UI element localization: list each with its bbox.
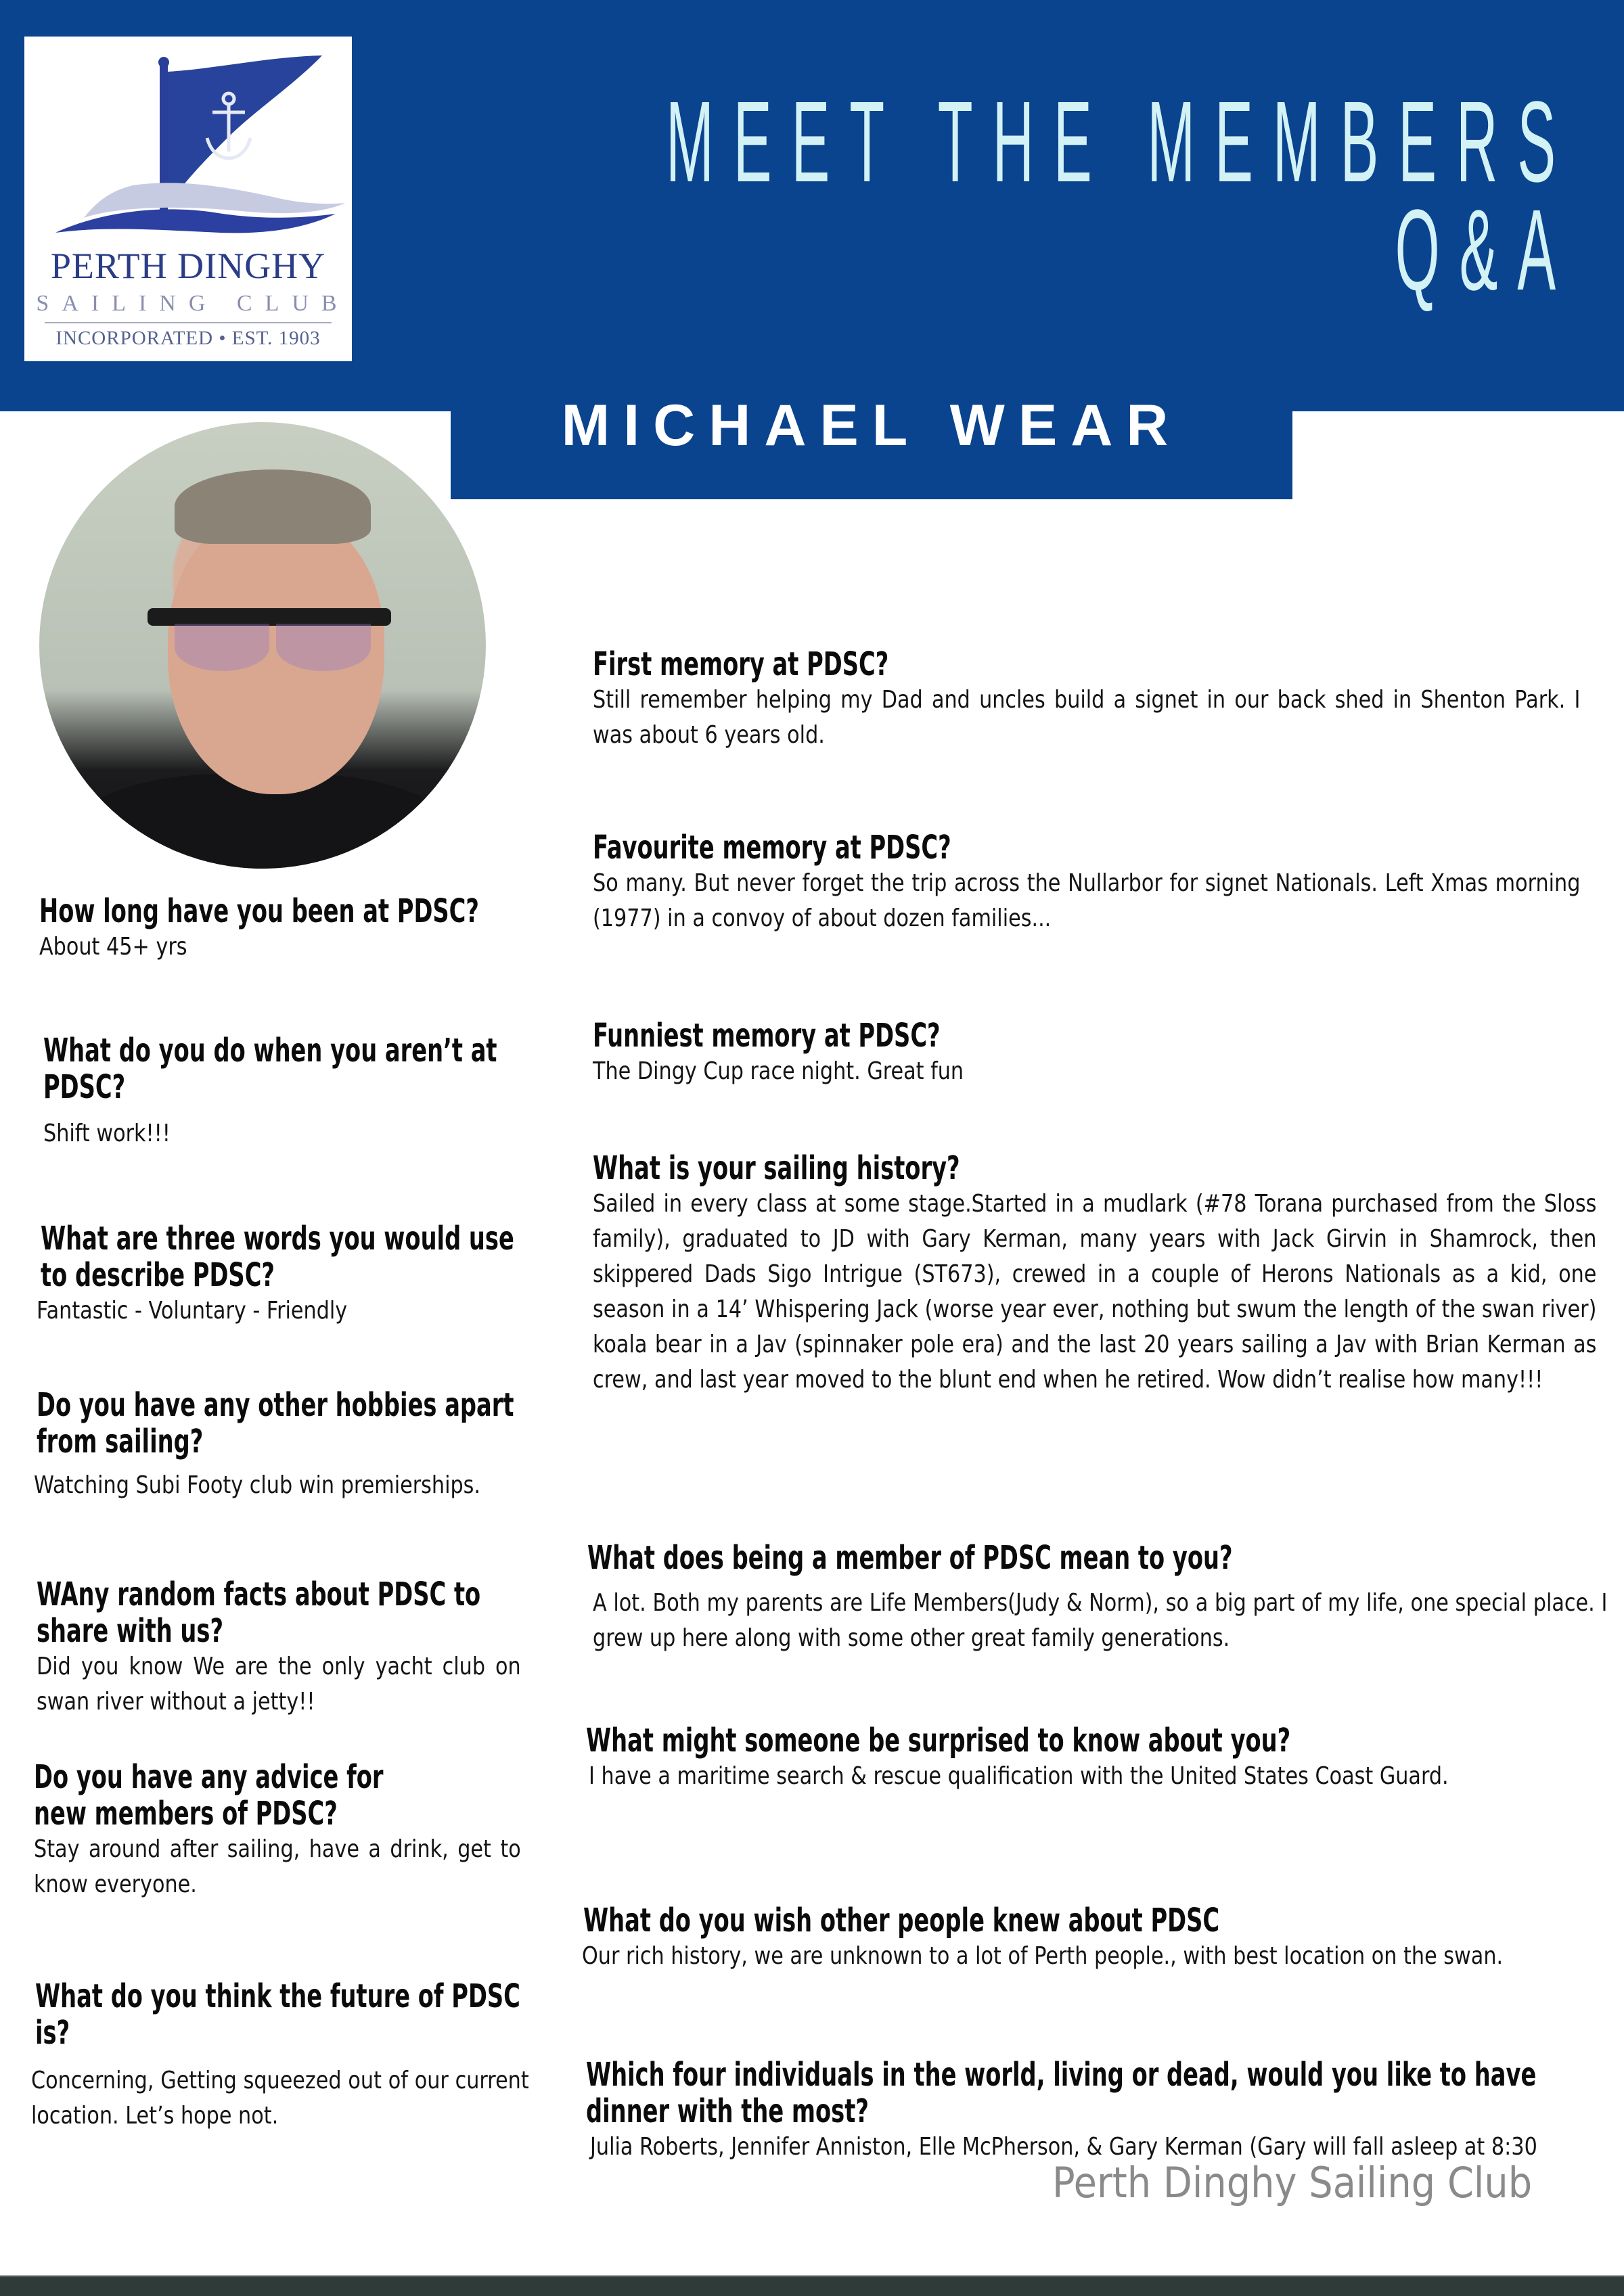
answer: I have a maritime search & rescue qualification with the United States Coast Guard. bbox=[589, 1762, 1449, 1790]
logo-tagline: INCORPORATED • EST. 1903 bbox=[55, 327, 321, 349]
qa-left-3 bbox=[37, 1220, 541, 1329]
question: Do you have any advice for new members of PDSC? bbox=[34, 1758, 384, 1833]
page-title bbox=[665, 78, 1575, 315]
logo-divider bbox=[45, 322, 332, 323]
answer: The Dingy Cup race night. Great fun bbox=[593, 1057, 964, 1085]
question: What do you think the future of PDSC is? bbox=[35, 1977, 520, 2052]
qa-left-6 bbox=[34, 1759, 521, 1902]
qa-right-5 bbox=[587, 1539, 1608, 1656]
portrait-lens-left bbox=[175, 624, 269, 671]
footer-bar bbox=[0, 2275, 1624, 2296]
question: Which four individuals in the world, living or dead, would you like to have dinner with the most? bbox=[586, 2056, 1537, 2130]
logo-name-line1: PERTH DINGHY bbox=[50, 246, 326, 286]
answer: Our rich history, we are unknown to a lot of Perth people., with best location on the swan. bbox=[582, 1942, 1504, 1970]
member-name-banner bbox=[451, 379, 1292, 499]
question: Do you have any other hobbies apart from sailing? bbox=[37, 1386, 514, 1461]
member-name: MICHAEL WEAR bbox=[561, 393, 1182, 458]
question: What do you wish other people knew about PDSC bbox=[583, 1902, 1220, 1939]
question: What might someone be surprised to know about you? bbox=[586, 1722, 1291, 1760]
qa-left-4 bbox=[34, 1386, 514, 1503]
answer: Sailed in every class at some stage.Started in a mudlark (#78 Torana purchased from the Sloss family), graduated to JD with Gary Kerman, many years with Jack Girvin in Shamrock, then skippered Dads Sigo Intrigue (ST673), crewed in a couple of Herons Nationals as a kid, one season in a 14’ Whispering Jack (worse year ever, nothing but swum the length of the swan river) koala bear in a Jav (spinnaker pole era) and the last 20 years sailing a Jav with Brian Kerman as crew, and last year moved to the blunt end when he retired. Wow didn’t realise how many!!! bbox=[593, 1190, 1597, 1394]
page-title-line1: MEET THE MEMBERS bbox=[665, 78, 1575, 206]
answer: A lot. Both my parents are Life Members(Judy & Norm), so a big part of my life, one special place. I grew up here along with some other great family generations. bbox=[593, 1589, 1608, 1652]
answer: Julia Roberts, Jennifer Anniston, Elle McPherson, & Gary Kerman (Gary will fall asleep at 8:30 bbox=[590, 2133, 1537, 2161]
qa-left-1 bbox=[39, 893, 513, 965]
logo-name-line2: SAILING CLUB bbox=[36, 291, 350, 316]
qa-left-2 bbox=[43, 1032, 517, 1151]
qa-right-7 bbox=[583, 1902, 1598, 1974]
qa-right-4 bbox=[593, 1150, 1597, 1398]
qa-left-5 bbox=[37, 1576, 521, 1720]
answer: Still remember helping my Dad and uncles build a signet in our back shed in Shenton Park. I was about 6 years old. bbox=[593, 686, 1581, 749]
answer: Did you know We are the only yacht club on swan river without a jetty!! bbox=[37, 1653, 521, 1716]
question: What is your sailing history? bbox=[593, 1149, 960, 1187]
portrait-hair bbox=[175, 469, 371, 544]
question: WAny random facts about PDSC to share with us? bbox=[37, 1576, 481, 1650]
member-portrait bbox=[39, 422, 486, 869]
qa-left-7 bbox=[31, 1977, 533, 2134]
question: What are three words you would use to describe PDSC? bbox=[41, 1220, 514, 1294]
club-logo bbox=[24, 37, 352, 361]
qa-right-6 bbox=[586, 1722, 1598, 1794]
answer: Fantastic - Voluntary - Friendly bbox=[37, 1297, 348, 1325]
answer: Stay around after sailing, have a drink, get to know everyone. bbox=[34, 1835, 521, 1898]
club-watermark: Perth Dinghy Sailing Club bbox=[1052, 2158, 1533, 2207]
question: How long have you been at PDSC? bbox=[39, 892, 479, 930]
question: What does being a member of PDSC mean to you? bbox=[587, 1539, 1233, 1577]
qa-right-8 bbox=[586, 2057, 1598, 2165]
answer: About 45+ yrs bbox=[39, 933, 187, 961]
question: First memory at PDSC? bbox=[593, 645, 889, 683]
qa-right-3 bbox=[593, 1017, 1581, 1089]
page-title-line2: Q&A bbox=[1395, 186, 1575, 315]
question: What do you do when you aren’t at PDSC? bbox=[43, 1032, 497, 1106]
portrait-lens-right bbox=[276, 624, 371, 671]
qa-right-1 bbox=[593, 646, 1581, 753]
qa-right-2 bbox=[593, 829, 1581, 936]
answer: So many. But never forget the trip across the Nullarbor for signet Nationals. Left Xmas morning (1977) in a convoy of about dozen families... bbox=[593, 869, 1581, 932]
answer: Watching Subi Footy club win premierships. bbox=[34, 1471, 481, 1499]
answer: Shift work!!! bbox=[43, 1120, 171, 1147]
answer: Concerning, Getting squeezed out of our current location. Let’s hope not. bbox=[31, 2067, 529, 2130]
question: Funniest memory at PDSC? bbox=[593, 1017, 941, 1055]
anchor-pennant-flag-icon bbox=[24, 37, 352, 239]
question: Favourite memory at PDSC? bbox=[593, 829, 951, 867]
